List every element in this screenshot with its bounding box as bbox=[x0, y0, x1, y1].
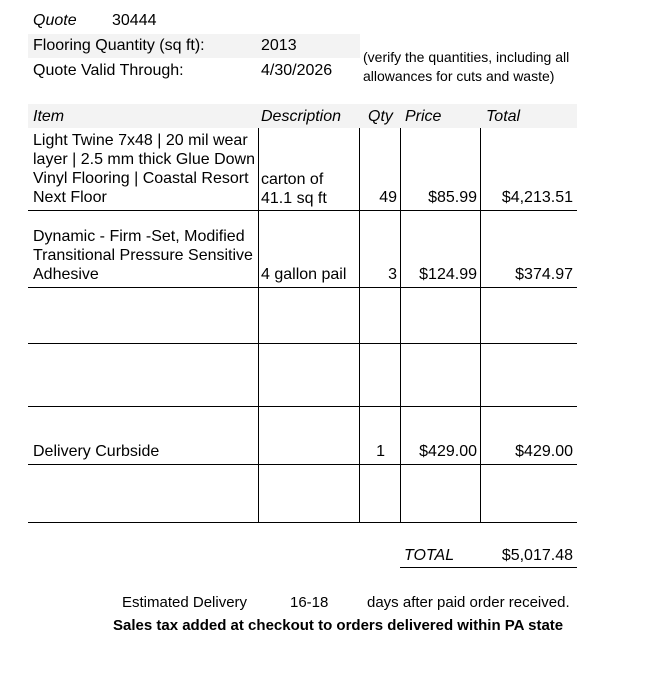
col-divider-1 bbox=[258, 128, 259, 522]
valid-through-value: 4/30/2026 bbox=[261, 62, 333, 79]
verify-note: (verify the quantities, including all allowances for cuts and waste) bbox=[363, 49, 570, 84]
header-description: Description bbox=[261, 108, 342, 125]
col-divider-2 bbox=[359, 128, 360, 522]
grand-total-value: $5,017.48 bbox=[501, 547, 573, 564]
quote-label: Quote bbox=[33, 12, 77, 29]
quantity-value: 2013 bbox=[261, 37, 297, 54]
row1-item: Light Twine 7x48 | 20 mil wear layer | 2.5 mm thick Glue Down Vinyl Flooring | Coastal Resort Next Floor bbox=[33, 132, 256, 206]
row5-qty: 1 bbox=[376, 443, 385, 460]
col-divider-3 bbox=[400, 128, 401, 522]
row-divider-2 bbox=[28, 287, 577, 288]
row2-price: $124.99 bbox=[419, 266, 477, 283]
estimated-delivery-days: 16-18 bbox=[290, 594, 329, 611]
row1-total: $4,213.51 bbox=[501, 189, 573, 206]
row2-total: $374.97 bbox=[515, 266, 573, 283]
row-divider-5 bbox=[28, 464, 577, 465]
col-divider-4 bbox=[480, 128, 481, 522]
header-qty: Qty bbox=[368, 108, 393, 125]
row1-qty: 49 bbox=[379, 189, 397, 206]
row5-item: Delivery Curbside bbox=[33, 443, 160, 460]
quantity-label: Flooring Quantity (sq ft): bbox=[33, 37, 205, 54]
row1-description: carton of 41.1 sq ft bbox=[261, 171, 327, 207]
row-divider-1 bbox=[28, 210, 577, 211]
quote-number: 30444 bbox=[112, 12, 157, 29]
sales-tax-note: Sales tax added at checkout to orders delivered within PA state bbox=[113, 617, 564, 634]
row2-item: Dynamic - Firm -Set, Modified Transitional Pressure Sensitive Adhesive bbox=[33, 228, 253, 283]
valid-through-label: Quote Valid Through: bbox=[33, 62, 184, 79]
estimated-delivery-suffix: days after paid order received. bbox=[367, 594, 570, 611]
header-total: Total bbox=[486, 108, 521, 125]
row1-price: $85.99 bbox=[428, 189, 477, 206]
row5-total: $429.00 bbox=[515, 443, 573, 460]
row2-qty: 3 bbox=[388, 266, 397, 283]
header-item: Item bbox=[33, 108, 65, 125]
row-divider-6 bbox=[28, 522, 577, 523]
row-divider-4 bbox=[28, 406, 577, 407]
row2-description: 4 gallon pail bbox=[261, 266, 347, 283]
estimated-delivery-label: Estimated Delivery bbox=[122, 594, 248, 611]
grand-total-underline bbox=[400, 567, 577, 568]
row5-price: $429.00 bbox=[419, 443, 477, 460]
grand-total-label: TOTAL bbox=[404, 547, 455, 564]
header-price: Price bbox=[405, 108, 442, 125]
row-divider-3 bbox=[28, 343, 577, 344]
